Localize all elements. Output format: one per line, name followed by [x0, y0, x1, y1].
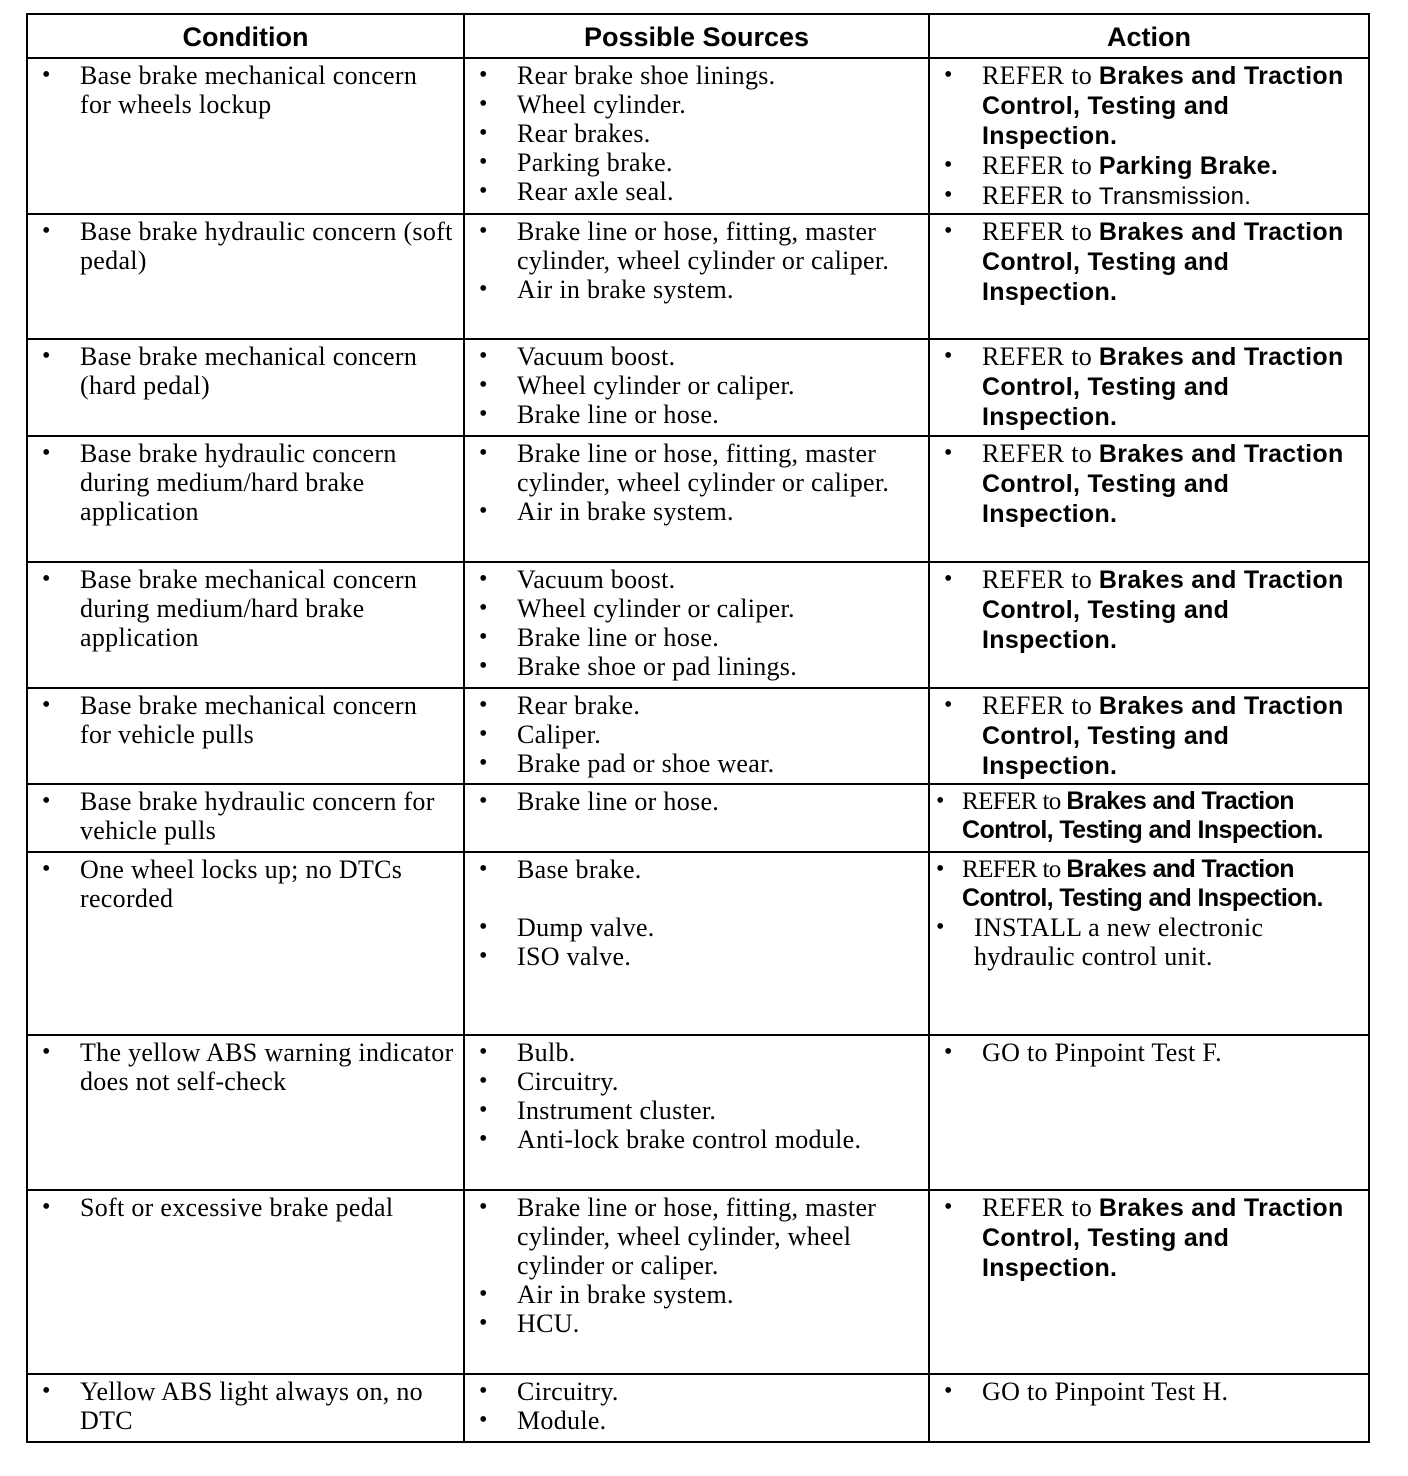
table-row: [27, 1190, 1369, 1374]
action-item: • GO to Pinpoint Test H.: [942, 1377, 1360, 1406]
header-action: Action: [929, 14, 1369, 58]
action-item: • REFER to Brakes and Traction Control, Testing and Inspection.: [942, 691, 1360, 781]
condition-text: • Base brake hydraulic concern (soft pedal): [40, 217, 455, 275]
action-item: • REFER to Brakes and Traction Control, Testing and Inspection.: [934, 855, 1366, 913]
source-item: • Brake pad or shoe wear.: [477, 749, 920, 778]
condition-cell: [27, 1374, 464, 1442]
sources-cell: [464, 1035, 929, 1190]
condition-cell: [27, 562, 464, 688]
source-item: • Instrument cluster.: [477, 1096, 920, 1125]
table-row: [27, 1374, 1369, 1442]
source-item: • ISO valve.: [477, 942, 920, 971]
action-item: • REFER to Brakes and Traction Control, Testing and Inspection.: [942, 439, 1360, 529]
table-row: [27, 688, 1369, 784]
sources-cell: [464, 1374, 929, 1442]
condition-text: • One wheel locks up; no DTCs recorded: [40, 855, 455, 913]
source-item: • Brake line or hose, fitting, master cylinder, wheel cylinder or caliper.: [477, 439, 920, 497]
condition-text: • Base brake mechanical concern (hard pedal): [40, 342, 455, 400]
source-item: • Air in brake system.: [477, 275, 920, 304]
condition-cell: [27, 1190, 464, 1374]
action-cell: [929, 58, 1369, 214]
source-item: • Wheel cylinder.: [477, 90, 920, 119]
condition-text: • Base brake hydraulic concern during medium/hard brake application: [40, 439, 455, 526]
condition-cell: [27, 784, 464, 852]
sources-cell: [464, 784, 929, 852]
action-item: • REFER to Brakes and Traction Control, Testing and Inspection.: [942, 217, 1360, 307]
condition-text: • Base brake mechanical concern during medium/hard brake application: [40, 565, 455, 652]
header-possible-sources: Possible Sources: [464, 14, 929, 58]
action-cell: [929, 436, 1369, 562]
action-cell: [929, 852, 1369, 1035]
source-item: • Brake line or hose.: [477, 623, 920, 652]
source-item: • Dump valve.: [477, 913, 920, 942]
condition-cell: [27, 1035, 464, 1190]
condition-text: • Soft or excessive brake pedal: [40, 1193, 455, 1222]
table-row: [27, 339, 1369, 436]
sources-cell: [464, 436, 929, 562]
condition-text: • Base brake mechanical concern for vehicle pulls: [40, 691, 455, 749]
action-item: • REFER to Brakes and Traction Control, Testing and Inspection.: [942, 61, 1360, 151]
source-item: • Brake line or hose.: [477, 400, 920, 429]
header-condition: Condition: [27, 14, 464, 58]
table-row: [27, 58, 1369, 214]
sources-cell: [464, 688, 929, 784]
sources-cell: [464, 214, 929, 339]
header-row: [27, 14, 1369, 58]
source-item: • Circuitry.: [477, 1377, 920, 1406]
action-item: • REFER to Transmission.: [942, 181, 1360, 211]
condition-text: • Base brake hydraulic concern for vehicle pulls: [40, 787, 455, 845]
source-item: • Parking brake.: [477, 148, 920, 177]
source-item: • Circuitry.: [477, 1067, 920, 1096]
source-item: • Base brake.: [477, 855, 920, 884]
symptom-chart-table: [26, 13, 1370, 1443]
sources-cell: [464, 339, 929, 436]
source-item: • Anti-lock brake control module.: [477, 1125, 920, 1154]
source-item: • Module.: [477, 1406, 920, 1435]
condition-text: • Base brake mechanical concern for wheels lockup: [40, 61, 455, 119]
source-item: • Rear brake.: [477, 691, 920, 720]
source-item: • Brake shoe or pad linings.: [477, 652, 920, 681]
source-item: • Brake line or hose, fitting, master cylinder, wheel cylinder, wheel cylinder or caliper.: [477, 1193, 920, 1280]
sources-cell: [464, 852, 929, 1035]
sources-cell: [464, 58, 929, 214]
source-item: • Caliper.: [477, 720, 920, 749]
action-item: • INSTALL a new electronic hydraulic control unit.: [934, 913, 1366, 971]
source-item: • Rear brakes.: [477, 119, 920, 148]
action-item: • REFER to Brakes and Traction Control, Testing and Inspection.: [934, 787, 1366, 845]
source-item: • Brake line or hose, fitting, master cylinder, wheel cylinder or caliper.: [477, 217, 920, 275]
condition-text: • Yellow ABS light always on, no DTC: [40, 1377, 455, 1435]
condition-cell: [27, 852, 464, 1035]
action-item: • REFER to Brakes and Traction Control, Testing and Inspection.: [942, 1193, 1360, 1283]
condition-cell: [27, 214, 464, 339]
action-cell: [929, 339, 1369, 436]
table-row: [27, 214, 1369, 339]
source-item: • Bulb.: [477, 1038, 920, 1067]
source-item: • Brake line or hose.: [477, 787, 920, 816]
condition-cell: [27, 436, 464, 562]
table-row: [27, 1035, 1369, 1190]
source-item: • Rear brake shoe linings.: [477, 61, 920, 90]
source-item: • Vacuum boost.: [477, 565, 920, 594]
condition-cell: [27, 339, 464, 436]
action-cell: [929, 784, 1369, 852]
action-item: • REFER to Brakes and Traction Control, Testing and Inspection.: [942, 565, 1360, 655]
action-cell: [929, 1035, 1369, 1190]
action-item: • GO to Pinpoint Test F.: [942, 1038, 1360, 1067]
source-item: • Air in brake system.: [477, 1280, 920, 1309]
condition-cell: [27, 58, 464, 214]
action-cell: [929, 214, 1369, 339]
action-cell: [929, 1374, 1369, 1442]
sources-cell: [464, 1190, 929, 1374]
action-item: • REFER to Brakes and Traction Control, Testing and Inspection.: [942, 342, 1360, 432]
action-cell: [929, 1190, 1369, 1374]
table-row: [27, 436, 1369, 562]
source-item: • Vacuum boost.: [477, 342, 920, 371]
action-cell: [929, 562, 1369, 688]
source-item: • Air in brake system.: [477, 497, 920, 526]
action-cell: [929, 688, 1369, 784]
source-item: • Wheel cylinder or caliper.: [477, 594, 920, 623]
source-item: • Wheel cylinder or caliper.: [477, 371, 920, 400]
table-row: [27, 784, 1369, 852]
table-row: [27, 562, 1369, 688]
sources-cell: [464, 562, 929, 688]
source-item: • HCU.: [477, 1309, 920, 1338]
source-item: • Rear axle seal.: [477, 177, 920, 206]
table-row: [27, 852, 1369, 1035]
action-item: • REFER to Parking Brake.: [942, 151, 1360, 181]
condition-text: • The yellow ABS warning indicator does not self-check: [40, 1038, 455, 1096]
condition-cell: [27, 688, 464, 784]
